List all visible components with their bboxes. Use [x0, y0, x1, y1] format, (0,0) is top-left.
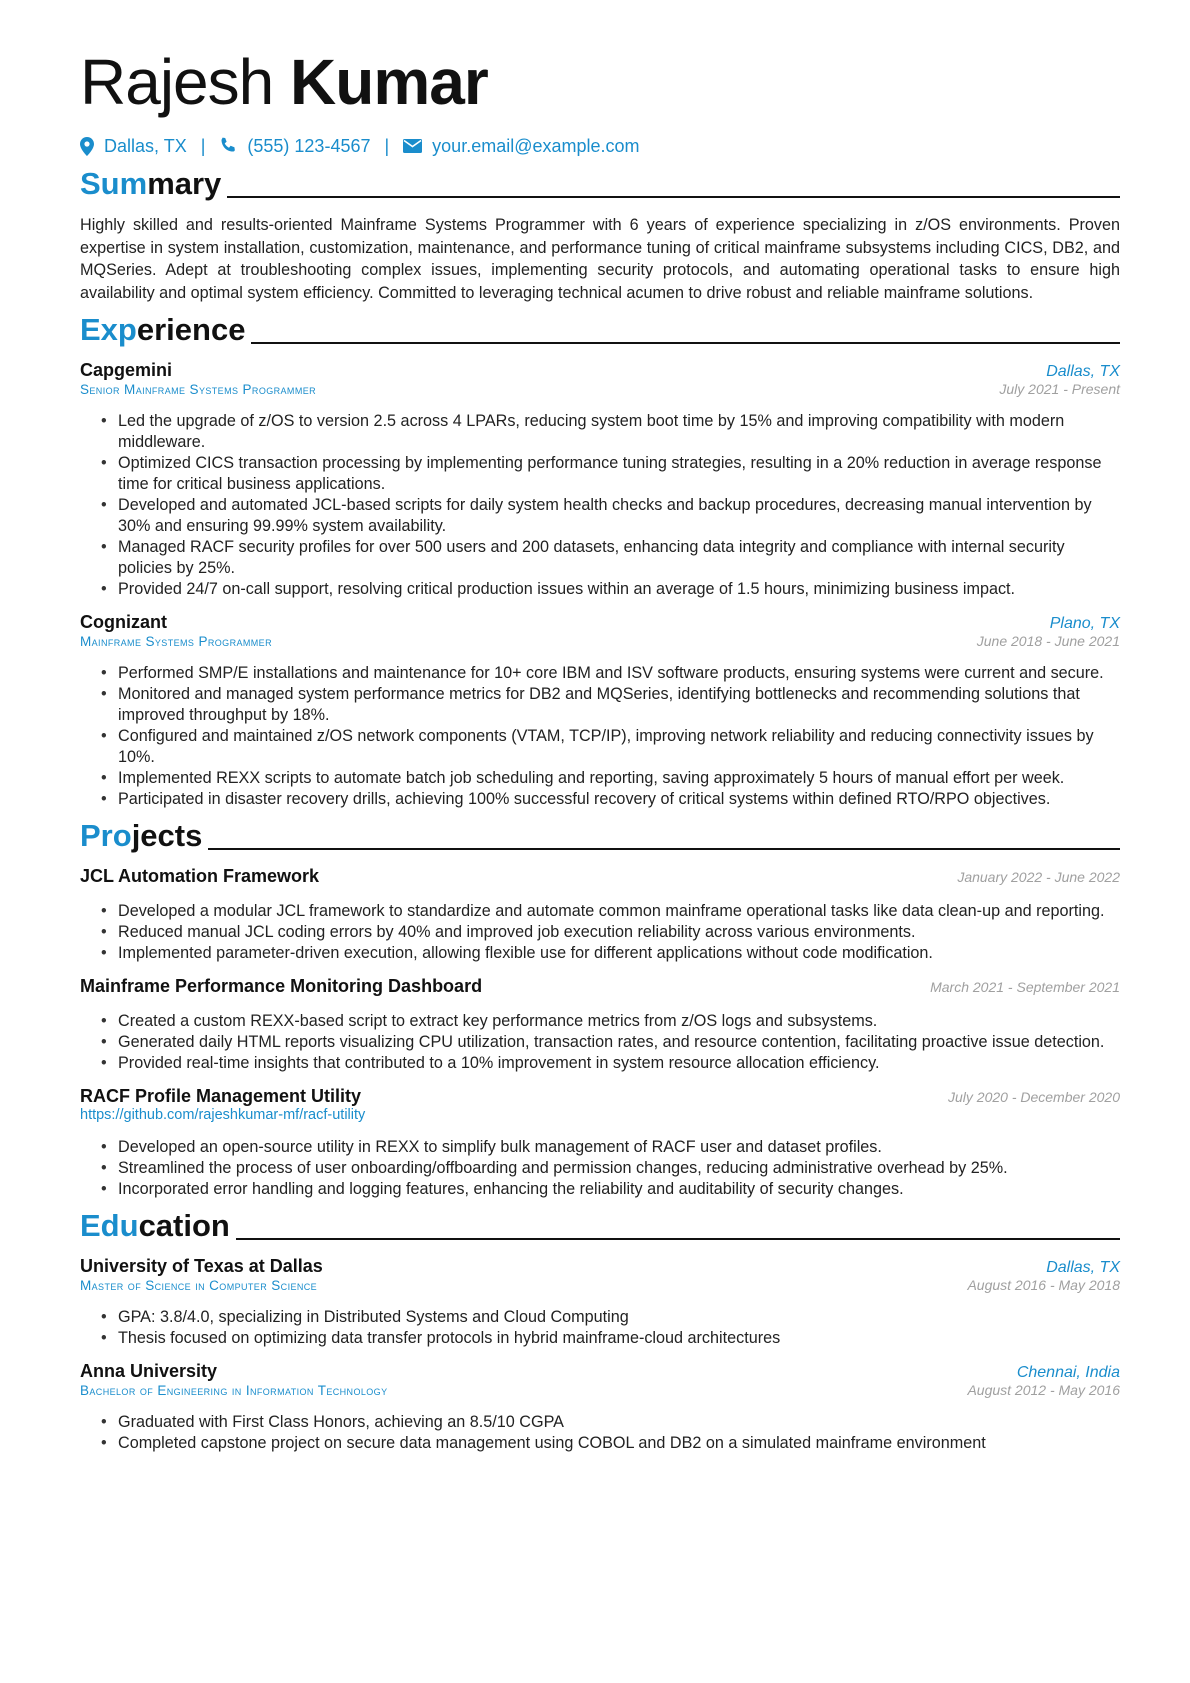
bullet-list: [80, 901, 1120, 964]
education-entry: [80, 1361, 1120, 1454]
summary-text: Highly skilled and results-oriented Mainframe Systems Programmer with 6 years of experience specializing in z/OS environments. Proven expertise in system installation, customization, maintenance, and performance tuning of critical mainframe subsystems including CICS, DB2, and MQSeries. Adept at troubleshooting complex issues, implementing security protocols, and automating operational tasks to ensure high availability and optimal system efficiency. Committed to leveraging technical acumen to drive robust and reliable mainframe solutions.: [80, 216, 1120, 302]
contact-location: [80, 136, 187, 157]
section-title-rest: cation: [138, 1208, 230, 1243]
job-dates: July 2021 - Present: [999, 381, 1120, 397]
bullet-list: [80, 1412, 1120, 1454]
list-item: • Generated daily HTML reports visualizing CPU utilization, transaction rates, and resource contention, facilitating proactive issue detection.: [118, 1032, 1120, 1053]
experience-entry: [80, 612, 1120, 810]
email-text: your.email@example.com: [432, 135, 640, 156]
bullet-list: [80, 411, 1120, 600]
section-title: [80, 312, 245, 348]
section-title-accent: Sum: [80, 166, 148, 201]
bullet-list: [80, 663, 1120, 810]
phone-text: (555) 123-4567: [247, 135, 371, 156]
project-title: RACF Profile Management Utility: [80, 1086, 362, 1106]
list-item: • Provided real-time insights that contributed to a 10% improvement in system resource allocation efficiency.: [118, 1053, 1120, 1074]
list-item: • Graduated with First Class Honors, achieving an 8.5/10 CGPA: [118, 1412, 1120, 1433]
contact-phone[interactable]: [219, 136, 370, 157]
section-rule: [208, 848, 1120, 850]
bullet-list: [80, 1011, 1120, 1074]
list-item: • Created a custom REXX-based script to extract key performance metrics from z/OS logs and subsystems.: [118, 1011, 1120, 1032]
list-item: • Configured and maintained z/OS network components (VTAM, TCP/IP), improving network reliability and reducing connectivity issues by 10%.: [118, 726, 1120, 768]
section-title-accent: Exp: [80, 312, 137, 347]
list-item: • Thesis focused on optimizing data transfer protocols in hybrid mainframe-cloud architectures: [118, 1328, 1120, 1349]
location-text: Dallas, TX: [104, 135, 187, 156]
last-name: Kumar: [290, 46, 488, 118]
envelope-icon: [403, 139, 422, 153]
section-title-rest: jects: [131, 818, 203, 853]
degree-name: Bachelor of Engineering in Information Technology: [80, 1383, 388, 1398]
project-title: Mainframe Performance Monitoring Dashboard: [80, 976, 483, 996]
section-rule: [227, 196, 1120, 198]
list-item: • Implemented parameter-driven execution, allowing flexible use for different applications without code modification.: [118, 943, 1120, 964]
section-title-accent: Edu: [80, 1208, 139, 1243]
section-title: [80, 166, 221, 202]
company-name: Capgemini: [80, 360, 173, 380]
school-name: Anna University: [80, 1361, 218, 1381]
list-item: • Optimized CICS transaction processing by implementing performance tuning strategies, resulting in a 20% reduction in average response time for critical business applications.: [118, 453, 1120, 495]
resume-content: [80, 44, 1120, 1454]
list-item: • Implemented REXX scripts to automate batch job scheduling and reporting, saving approximately 5 hours of manual effort per week.: [118, 768, 1120, 789]
school-location: Chennai, India: [1016, 1364, 1120, 1381]
experience-entry: [80, 360, 1120, 600]
summary-section-header: [80, 166, 1120, 202]
list-item: • Streamlined the process of user onboarding/offboarding and permission changes, reducing administrative overhead by 25%.: [118, 1158, 1120, 1179]
list-item: • Developed and automated JCL-based scripts for daily system health checks and backup procedures, decreasing manual intervention by 30% and ensuring 99.99% system availability.: [118, 495, 1120, 537]
section-title: [80, 818, 202, 854]
list-item: • Managed RACF security profiles for over 500 users and 200 datasets, enhancing data integrity and compliance with internal security policies by 25%.: [118, 537, 1120, 579]
section-rule: [236, 1238, 1120, 1240]
education-entry: [80, 1256, 1120, 1349]
school-name: University of Texas at Dallas: [80, 1256, 323, 1276]
job-location: Plano, TX: [1049, 615, 1120, 632]
list-item: • Monitored and managed system performance metrics for DB2 and MQSeries, identifying bottlenecks and recommending solutions that improved throughput by 18%.: [118, 684, 1120, 726]
list-item: • Performed SMP/E installations and maintenance for 10+ core IBM and ISV software products, ensuring systems were current and secure.: [118, 663, 1120, 684]
section-title: [80, 1208, 230, 1244]
experience-section-header: [80, 312, 1120, 348]
projects-section-header: [80, 818, 1120, 854]
list-item: • Developed a modular JCL framework to standardize and automate common mainframe operational tasks like data clean-up and reporting.: [118, 901, 1120, 922]
project-dates: July 2020 - December 2020: [948, 1089, 1120, 1105]
project-entry: [80, 866, 1120, 964]
list-item: • Participated in disaster recovery drills, achieving 100% successful recovery of critical systems within defined RTO/RPO objectives.: [118, 789, 1120, 810]
project-title: JCL Automation Framework: [80, 866, 320, 886]
project-dates: March 2021 - September 2021: [930, 979, 1120, 995]
contact-email[interactable]: [403, 136, 639, 157]
section-title-rest: erience: [136, 312, 246, 347]
contact-info: [80, 134, 1120, 158]
list-item: • GPA: 3.8/4.0, specializing in Distributed Systems and Cloud Computing: [118, 1307, 1120, 1328]
first-name: Rajesh: [80, 46, 274, 118]
section-rule: [251, 342, 1120, 344]
contact-separator: |: [384, 135, 390, 156]
education-dates: August 2016 - May 2018: [967, 1277, 1120, 1293]
map-pin-icon: [80, 137, 94, 156]
job-dates: June 2018 - June 2021: [976, 633, 1120, 649]
degree-name: Master of Science in Computer Science: [80, 1278, 318, 1293]
list-item: • Completed capstone project on secure data management using COBOL and DB2 on a simulated mainframe environment: [118, 1433, 1120, 1454]
bullet-list: [80, 1307, 1120, 1349]
job-title: Mainframe Systems Programmer: [80, 634, 272, 649]
education-section-header: [80, 1208, 1120, 1244]
phone-icon: [219, 137, 237, 155]
section-title-rest: mary: [147, 166, 222, 201]
education-dates: August 2012 - May 2016: [967, 1382, 1120, 1398]
list-item: • Developed an open-source utility in REXX to simplify bulk management of RACF user and dataset profiles.: [118, 1137, 1120, 1158]
project-link[interactable]: https://github.com/rajeshkumar-mf/racf-utility: [80, 1107, 366, 1123]
job-location: Dallas, TX: [1046, 363, 1120, 380]
bullet-list: [80, 1137, 1120, 1200]
school-location: Dallas, TX: [1046, 1259, 1120, 1276]
list-item: • Provided 24/7 on-call support, resolving critical production issues within an average of 1.5 hours, minimizing business impact.: [118, 579, 1120, 600]
project-dates: January 2022 - June 2022: [957, 869, 1120, 885]
project-entry: [80, 1086, 1120, 1200]
contact-separator: |: [200, 135, 206, 156]
list-item: • Incorporated error handling and logging features, enhancing the reliability and auditability of security changes.: [118, 1179, 1120, 1200]
section-title-accent: Pro: [80, 818, 132, 853]
job-title: Senior Mainframe Systems Programmer: [80, 382, 317, 397]
list-item: • Led the upgrade of z/OS to version 2.5 across 4 LPARs, reducing system boot time by 15% and improving compatibility with modern middleware.: [118, 411, 1120, 453]
list-item: • Reduced manual JCL coding errors by 40% and improved job execution reliability across various environments.: [118, 922, 1120, 943]
company-name: Cognizant: [80, 612, 167, 632]
candidate-name: [80, 44, 1120, 120]
project-entry: [80, 976, 1120, 1074]
